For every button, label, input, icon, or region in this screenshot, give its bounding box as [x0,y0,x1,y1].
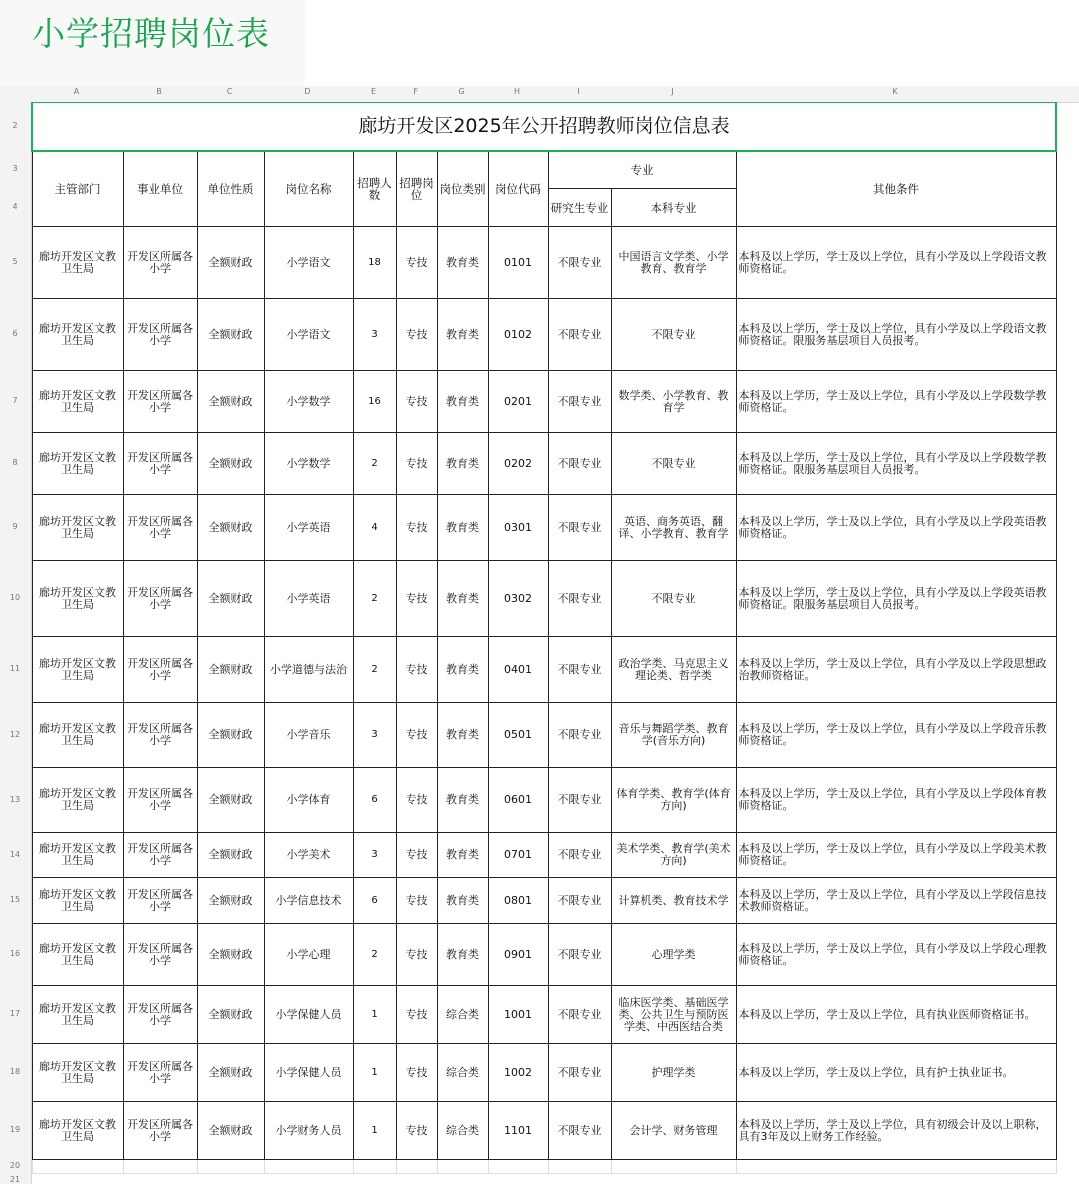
cell-position[interactable]: 小学数学 [264,433,353,495]
cell-category[interactable]: 教育类 [437,371,488,433]
cell-dept[interactable]: 廊坊开发区文教卫生局 [32,924,123,986]
cell-position[interactable]: 小学数学 [264,371,353,433]
table-row [32,637,1056,703]
cell-count[interactable]: 4 [353,495,396,561]
cell-post[interactable]: 专技 [396,561,437,637]
cell-count[interactable]: 3 [353,299,396,371]
header-major[interactable]: 专业 [548,151,736,189]
cell-unit[interactable]: 开发区所属各小学 [123,227,197,299]
column-letter[interactable]: A [73,87,80,96]
cell-other[interactable]: 本科及以上学历，学士及以上学位，具有小学及以上学段数学教师资格证。 [736,371,1056,433]
cell-other[interactable]: 本科及以上学历，学士及以上学位，具有小学及以上学段信息技术教师资格证。 [736,878,1056,924]
cell-code[interactable]: 0801 [488,878,548,924]
cell-grad-major[interactable]: 不限专业 [548,1044,611,1102]
cell-undergrad-major[interactable]: 会计学、财务管理 [611,1102,736,1160]
cell-code[interactable]: 0501 [488,703,548,768]
sheet-area [31,102,1057,1174]
row-number[interactable]: 13 [9,794,21,804]
empty-cell[interactable] [264,1160,353,1174]
empty-cell[interactable] [548,1160,611,1174]
header-dept[interactable]: 主管部门 [32,151,123,227]
column-letter[interactable]: J [671,87,674,96]
cell-category[interactable]: 教育类 [437,299,488,371]
row-number[interactable]: 12 [9,729,21,739]
cell-count[interactable]: 2 [353,924,396,986]
table-row [32,878,1056,924]
cell-code[interactable]: 0201 [488,371,548,433]
table-row [32,1102,1056,1160]
cell-count[interactable]: 6 [353,878,396,924]
table-row [32,768,1056,833]
header-other[interactable]: 其他条件 [736,151,1056,227]
cell-dept[interactable]: 廊坊开发区文教卫生局 [32,878,123,924]
cell-nature[interactable]: 全额财政 [197,495,264,561]
cell-undergrad-major[interactable]: 政治学类、马克思主义理论类、哲学类 [611,637,736,703]
cell-position[interactable]: 小学保健人员 [264,1044,353,1102]
table-row [32,986,1056,1044]
cell-post[interactable]: 专技 [396,637,437,703]
empty-cell[interactable] [32,1160,123,1174]
cell-other[interactable]: 本科及以上学历，学士及以上学位，具有小学及以上学段语文教师资格证。 [736,227,1056,299]
cell-unit[interactable]: 开发区所属各小学 [123,299,197,371]
cell-count[interactable]: 1 [353,1044,396,1102]
header-post[interactable]: 招聘岗位 [396,151,437,227]
cell-undergrad-major[interactable]: 中国语言文学类、小学教育、教育学 [611,227,736,299]
cell-undergrad-major[interactable]: 护理学类 [611,1044,736,1102]
cell-nature[interactable]: 全额财政 [197,1102,264,1160]
row-number[interactable]: 19 [9,1125,21,1134]
cell-undergrad-major[interactable]: 美术学类、教育学(美术方向) [611,833,736,878]
cell-nature[interactable]: 全额财政 [197,833,264,878]
cell-unit[interactable]: 开发区所属各小学 [123,495,197,561]
cell-dept[interactable]: 廊坊开发区文教卫生局 [32,433,123,495]
sheet-tab-header [0,0,305,90]
cell-category[interactable]: 教育类 [437,833,488,878]
cell-nature[interactable]: 全额财政 [197,561,264,637]
cell-code[interactable]: 0401 [488,637,548,703]
cell-dept[interactable]: 廊坊开发区文教卫生局 [32,495,123,561]
header-position[interactable]: 岗位名称 [264,151,353,227]
row-number[interactable]: 11 [9,664,21,673]
cell-count[interactable]: 18 [353,227,396,299]
row-number[interactable]: 4 [12,202,18,211]
cell-post[interactable]: 专技 [396,768,437,833]
row-number[interactable]: 20 [9,1161,21,1170]
table-row [32,833,1056,878]
column-letter[interactable]: I [577,87,580,96]
cell-dept[interactable]: 廊坊开发区文教卫生局 [32,227,123,299]
cell-post[interactable]: 专技 [396,371,437,433]
cell-code[interactable]: 1002 [488,1044,548,1102]
cell-code[interactable]: 0901 [488,924,548,986]
cell-category[interactable]: 综合类 [437,1102,488,1160]
table-row [32,495,1056,561]
cell-count[interactable]: 1 [353,986,396,1044]
cell-dept[interactable]: 廊坊开发区文教卫生局 [32,1102,123,1160]
column-letter[interactable]: B [156,87,162,96]
cell-grad-major[interactable]: 不限专业 [548,227,611,299]
cell-count[interactable]: 2 [353,433,396,495]
column-letter[interactable]: H [513,87,520,96]
cell-code[interactable]: 0302 [488,561,548,637]
cell-other[interactable]: 本科及以上学历，学士及以上学位，具有小学及以上学段英语教师资格证。 [736,495,1056,561]
cell-count[interactable]: 6 [353,768,396,833]
cell-category[interactable]: 综合类 [437,1044,488,1102]
recruitment-table [31,102,1057,1174]
cell-count[interactable]: 1 [353,1102,396,1160]
cell-post[interactable]: 专技 [396,703,437,768]
row-number[interactable]: 17 [9,1009,21,1018]
header-count[interactable]: 招聘人数 [353,151,396,227]
cell-position[interactable]: 小学体育 [264,768,353,833]
spreadsheet-grid [0,86,1079,1184]
cell-position[interactable]: 小学英语 [264,561,353,637]
cell-post[interactable]: 专技 [396,1044,437,1102]
cell-other[interactable]: 本科及以上学历，学士及以上学位，具有小学及以上学段美术教师资格证。 [736,833,1056,878]
header-undergrad-major[interactable]: 本科专业 [611,189,736,227]
cell-other[interactable]: 本科及以上学历，学士及以上学位，具有小学及以上学段音乐教师资格证。 [736,703,1056,768]
row-header-bar [0,102,32,1184]
cell-unit[interactable]: 开发区所属各小学 [123,703,197,768]
empty-cell[interactable] [437,1160,488,1174]
cell-position[interactable]: 小学信息技术 [264,878,353,924]
cell-nature[interactable]: 全额财政 [197,433,264,495]
cell-undergrad-major[interactable]: 不限专业 [611,433,736,495]
cell-undergrad-major[interactable]: 体育学类、教育学(体育方向) [611,768,736,833]
cell-grad-major[interactable]: 不限专业 [548,878,611,924]
cell-nature[interactable]: 全额财政 [197,637,264,703]
cell-position[interactable]: 小学语文 [264,227,353,299]
cell-unit[interactable]: 开发区所属各小学 [123,768,197,833]
cell-other[interactable]: 本科及以上学历，学士及以上学位，具有小学及以上学段语文教师资格证。限服务基层项目人员报考。 [736,299,1056,371]
row-number[interactable]: 7 [12,396,18,405]
cell-category[interactable]: 教育类 [437,768,488,833]
table-title[interactable]: 廊坊开发区2025年公开招聘教师岗位信息表 [32,103,1056,151]
cell-position[interactable]: 小学语文 [264,299,353,371]
cell-post[interactable]: 专技 [396,833,437,878]
cell-position[interactable]: 小学道德与法治 [264,637,353,703]
cell-code[interactable]: 1101 [488,1102,548,1160]
cell-category[interactable]: 教育类 [437,433,488,495]
cell-position[interactable]: 小学财务人员 [264,1102,353,1160]
cell-other[interactable]: 本科及以上学历，学士及以上学位，具有初级会计及以上职称，具有3年及以上财务工作经验。 [736,1102,1056,1160]
cell-grad-major[interactable]: 不限专业 [548,833,611,878]
cell-category[interactable]: 教育类 [437,924,488,986]
table-row [32,924,1056,986]
cell-position[interactable]: 小学音乐 [264,703,353,768]
cell-other[interactable]: 本科及以上学历，学士及以上学位，具有小学及以上学段体育教师资格证。 [736,768,1056,833]
cell-dept[interactable]: 廊坊开发区文教卫生局 [32,703,123,768]
row-number[interactable]: 2 [12,121,18,130]
cell-dept[interactable]: 廊坊开发区文教卫生局 [32,833,123,878]
cell-post[interactable]: 专技 [396,299,437,371]
cell-category[interactable]: 综合类 [437,986,488,1044]
header-nature[interactable]: 单位性质 [197,151,264,227]
cell-nature[interactable]: 全额财政 [197,986,264,1044]
header-unit[interactable]: 事业单位 [123,151,197,227]
column-letter[interactable]: C [226,87,233,96]
cell-other[interactable]: 本科及以上学历，学士及以上学位，具有执业医师资格证书。 [736,986,1056,1044]
cell-position[interactable]: 小学美术 [264,833,353,878]
cell-other[interactable]: 本科及以上学历，学士及以上学位，具有小学及以上学段数学教师资格证。限服务基层项目人员报考。 [736,433,1056,495]
cell-post[interactable]: 专技 [396,495,437,561]
cell-nature[interactable]: 全额财政 [197,299,264,371]
cell-unit[interactable]: 开发区所属各小学 [123,1102,197,1160]
cell-other[interactable]: 本科及以上学历，学士及以上学位，具有小学及以上学段英语教师资格证。限服务基层项目人员报考。 [736,561,1056,637]
cell-nature[interactable]: 全额财政 [197,227,264,299]
column-letter[interactable]: G [458,87,465,96]
table-row [32,433,1056,495]
cell-code[interactable]: 1001 [488,986,548,1044]
cell-grad-major[interactable]: 不限专业 [548,768,611,833]
cell-undergrad-major[interactable]: 不限专业 [611,299,736,371]
row-number[interactable]: 10 [9,593,21,602]
row-number[interactable]: 18 [9,1067,21,1076]
row-number[interactable]: 15 [9,895,21,904]
table-row [32,561,1056,637]
cell-other[interactable]: 本科及以上学历，学士及以上学位，具有小学及以上学段心理教师资格证。 [736,924,1056,986]
cell-grad-major[interactable]: 不限专业 [548,986,611,1044]
cell-nature[interactable]: 全额财政 [197,768,264,833]
cell-unit[interactable]: 开发区所属各小学 [123,1044,197,1102]
cell-other[interactable]: 本科及以上学历，学士及以上学位，具有小学及以上学段思想政治教师资格证。 [736,637,1056,703]
cell-unit[interactable]: 开发区所属各小学 [123,986,197,1044]
cell-undergrad-major[interactable]: 英语、商务英语、翻译、小学教育、教育学 [611,495,736,561]
cell-position[interactable]: 小学英语 [264,495,353,561]
cell-code[interactable]: 0102 [488,299,548,371]
empty-cell[interactable] [123,1160,197,1174]
cell-post[interactable]: 专技 [396,924,437,986]
column-letter[interactable]: K [892,87,898,96]
cell-category[interactable]: 教育类 [437,637,488,703]
empty-cell[interactable] [611,1160,736,1174]
column-letter[interactable]: D [304,87,311,96]
row-number[interactable]: 8 [12,458,18,467]
header-category[interactable]: 岗位类别 [437,151,488,227]
cell-undergrad-major[interactable]: 计算机类、教育技术学 [611,878,736,924]
cell-post[interactable]: 专技 [396,986,437,1044]
cell-count[interactable]: 16 [353,371,396,433]
cell-grad-major[interactable]: 不限专业 [548,299,611,371]
empty-cell[interactable] [396,1160,437,1174]
cell-code[interactable]: 0701 [488,833,548,878]
row-number[interactable]: 6 [12,329,18,338]
cell-unit[interactable]: 开发区所属各小学 [123,878,197,924]
cell-post[interactable]: 专技 [396,433,437,495]
cell-dept[interactable]: 廊坊开发区文教卫生局 [32,299,123,371]
cell-count[interactable]: 2 [353,561,396,637]
cell-grad-major[interactable]: 不限专业 [548,637,611,703]
empty-cell[interactable] [197,1160,264,1174]
cell-dept[interactable]: 廊坊开发区文教卫生局 [32,1044,123,1102]
row-number[interactable]: 14 [9,849,21,859]
cell-dept[interactable]: 廊坊开发区文教卫生局 [32,637,123,703]
cell-category[interactable]: 教育类 [437,227,488,299]
header-code[interactable]: 岗位代码 [488,151,548,227]
row-number[interactable]: 3 [12,164,18,173]
cell-category[interactable]: 教育类 [437,703,488,768]
cell-position[interactable]: 小学保健人员 [264,986,353,1044]
cell-undergrad-major[interactable]: 音乐与舞蹈学类、教育学(音乐方向) [611,703,736,768]
cell-code[interactable]: 0601 [488,768,548,833]
cell-unit[interactable]: 开发区所属各小学 [123,433,197,495]
empty-cell[interactable] [488,1160,548,1174]
table-row [32,299,1056,371]
row-number[interactable]: 16 [9,949,21,958]
cell-undergrad-major[interactable]: 不限专业 [611,561,736,637]
row-number[interactable]: 9 [12,522,18,531]
cell-grad-major[interactable]: 不限专业 [548,371,611,433]
cell-unit[interactable]: 开发区所属各小学 [123,371,197,433]
cell-grad-major[interactable]: 不限专业 [548,433,611,495]
cell-nature[interactable]: 全额财政 [197,371,264,433]
cell-unit[interactable]: 开发区所属各小学 [123,833,197,878]
cell-post[interactable]: 专技 [396,878,437,924]
empty-cell[interactable] [736,1160,1056,1174]
cell-post[interactable]: 专技 [396,227,437,299]
cell-unit[interactable]: 开发区所属各小学 [123,924,197,986]
row-number[interactable]: 5 [12,257,18,266]
cell-count[interactable]: 2 [353,637,396,703]
empty-cell[interactable] [353,1160,396,1174]
cell-code[interactable]: 0101 [488,227,548,299]
cell-count[interactable]: 3 [353,703,396,768]
cell-grad-major[interactable]: 不限专业 [548,1102,611,1160]
cell-dept[interactable]: 廊坊开发区文教卫生局 [32,561,123,637]
row-number[interactable]: 21 [9,1175,21,1184]
cell-category[interactable]: 教育类 [437,878,488,924]
cell-dept[interactable]: 廊坊开发区文教卫生局 [32,371,123,433]
cell-post[interactable]: 专技 [396,1102,437,1160]
cell-dept[interactable]: 廊坊开发区文教卫生局 [32,768,123,833]
cell-category[interactable]: 教育类 [437,561,488,637]
sheet-tab-title: 小学招聘岗位表 [32,14,270,53]
cell-category[interactable]: 教育类 [437,495,488,561]
cell-unit[interactable]: 开发区所属各小学 [123,637,197,703]
cell-nature[interactable]: 全额财政 [197,878,264,924]
cell-count[interactable]: 3 [353,833,396,878]
table-row [32,703,1056,768]
table-row [32,1044,1056,1102]
cell-other[interactable]: 本科及以上学历，学士及以上学位，具有护士执业证书。 [736,1044,1056,1102]
cell-undergrad-major[interactable]: 数学类、小学教育、教育学 [611,371,736,433]
cell-position[interactable]: 小学心理 [264,924,353,986]
column-letter[interactable]: F [413,87,418,96]
cell-grad-major[interactable]: 不限专业 [548,561,611,637]
cell-dept[interactable]: 廊坊开发区文教卫生局 [32,986,123,1044]
table-row [32,371,1056,433]
cell-grad-major[interactable]: 不限专业 [548,495,611,561]
cell-undergrad-major[interactable]: 临床医学类、基础医学类、公共卫生与预防医学类、中西医结合类 [611,986,736,1044]
cell-grad-major[interactable]: 不限专业 [548,703,611,768]
cell-unit[interactable]: 开发区所属各小学 [123,561,197,637]
cell-nature[interactable]: 全额财政 [197,924,264,986]
table-row [32,227,1056,299]
cell-code[interactable]: 0301 [488,495,548,561]
cell-grad-major[interactable]: 不限专业 [548,924,611,986]
cell-nature[interactable]: 全额财政 [197,703,264,768]
header-grad-major[interactable]: 研究生专业 [548,189,611,227]
column-letter[interactable]: E [370,87,377,96]
cell-undergrad-major[interactable]: 心理学类 [611,924,736,986]
column-header-bar [0,86,1079,103]
cell-nature[interactable]: 全额财政 [197,1044,264,1102]
cell-code[interactable]: 0202 [488,433,548,495]
